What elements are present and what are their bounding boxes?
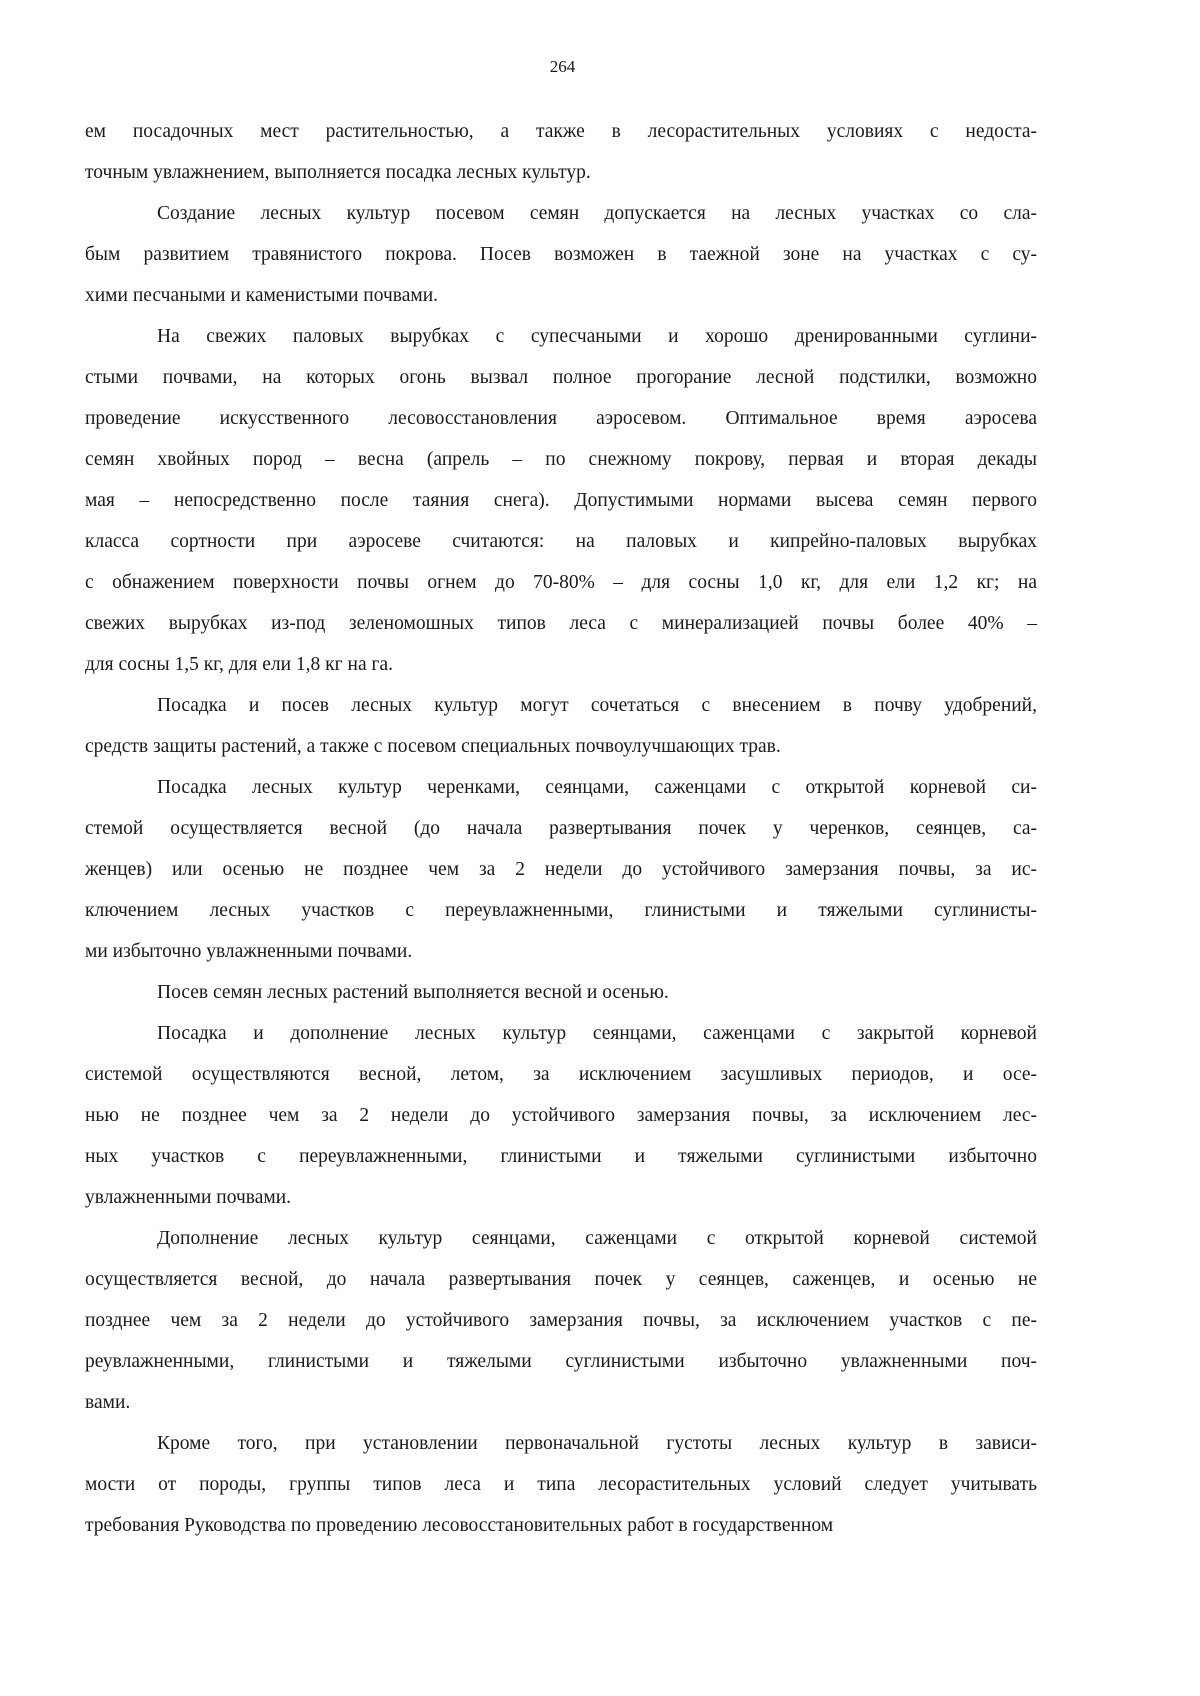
text-line: увлажненными почвами. [85,1187,292,1208]
text-line: свежих вырубках из-под зеленомошных типов леса с минерализацией почвы более 40% – [85,613,1037,634]
text-line: Кроме того, при установлении первоначальной густоты лесных культур в зависи- [157,1433,1037,1454]
text-line: Посев семян лесных растений выполняется весной и осенью. [157,982,669,1003]
text-line: Создание лесных культур посевом семян допускается на лесных участках со сла- [157,203,1037,224]
text-line: хими песчаными и каменистыми почвами. [85,285,439,306]
paragraph [85,972,1037,1013]
text-line: осуществляется весной, до начала развертывания почек у сеянцев, саженцев, и осенью не [85,1269,1037,1290]
text-line: семян хвойных пород – весна (апрель – по снежному покрову, первая и вторая декады [85,449,1037,470]
paragraph [85,685,1037,767]
text-line: Дополнение лесных культур сеянцами, саженцами с открытой корневой системой [157,1228,1037,1249]
paragraph [85,1423,1037,1546]
text-line: Посадка и дополнение лесных культур сеянцами, саженцами с закрытой корневой [157,1023,1037,1044]
text-line: позднее чем за 2 недели до устойчивого замерзания почвы, за исключением участков с пе- [85,1310,1037,1331]
text-line: стемой осуществляется весной (до начала развертывания почек у черенков, сеянцев, са- [85,818,1037,839]
paragraph [85,193,1037,316]
text-line: ем посадочных мест растительностью, а также в лесорастительных условиях с недоста- [85,121,1037,142]
text-line: Посадка лесных культур черенками, сеянцами, саженцами с открытой корневой си- [157,777,1037,798]
text-line: Посадка и посев лесных культур могут сочетаться с внесением в почву удобрений, [157,695,1037,716]
paragraph [85,1218,1037,1423]
text-line: мая – непосредственно после таяния снега). Допустимыми нормами высева семян первого [85,490,1037,511]
text-line: средств защиты растений, а также с посевом специальных почвоулучшающих трав. [85,736,781,757]
text-line: ключением лесных участков с переувлажненными, глинистыми и тяжелыми суглинисты- [85,900,1037,921]
text-line: мости от породы, группы типов леса и типа лесорастительных условий следует учитывать [85,1474,1037,1495]
text-line: требования Руководства по проведению лесовосстановительных работ в государственном [85,1515,834,1536]
text-line: стыми почвами, на которых огонь вызвал полное прогорание лесной подстилки, возможно [85,367,1037,388]
text-line: точным увлажнением, выполняется посадка лесных культур. [85,162,591,183]
text-line: системой осуществляются весной, летом, за исключением засушливых периодов, и осе- [85,1064,1037,1085]
text-line: женцев) или осенью не позднее чем за 2 недели до устойчивого замерзания почвы, за ис- [85,859,1037,880]
page-number: 264 [549,57,576,76]
text-line: вами. [85,1392,131,1413]
paragraph [85,111,1037,193]
body-text [85,111,1037,1546]
text-line: для сосны 1,5 кг, для ели 1,8 кг на га. [85,654,394,675]
paragraph [85,1013,1037,1218]
paragraph [85,316,1037,685]
text-line: проведение искусственного лесовосстановления аэросевом. Оптимальное время аэросева [85,408,1037,429]
text-line: с обнажением поверхности почвы огнем до 70-80% – для сосны 1,0 кг, для ели 1,2 кг; на [85,572,1037,593]
text-line: бым развитием травянистого покрова. Посев возможен в таежной зоне на участках с су- [85,244,1037,265]
text-line: класса сортности при аэросеве считаются: на паловых и кипрейно-паловых вырубках [85,531,1037,552]
text-line: ных участков с переувлажненными, глинистыми и тяжелыми суглинистыми избыточно [85,1146,1037,1167]
text-line: ми избыточно увлажненными почвами. [85,941,413,962]
text-line: реувлажненными, глинистыми и тяжелыми суглинистыми избыточно увлажненными поч- [85,1351,1037,1372]
paragraph [85,767,1037,972]
text-line: На свежих паловых вырубках с супесчаными и хорошо дренированными суглини- [157,326,1037,347]
text-line: нью не позднее чем за 2 недели до устойчивого замерзания почвы, за исключением лес- [85,1105,1037,1126]
